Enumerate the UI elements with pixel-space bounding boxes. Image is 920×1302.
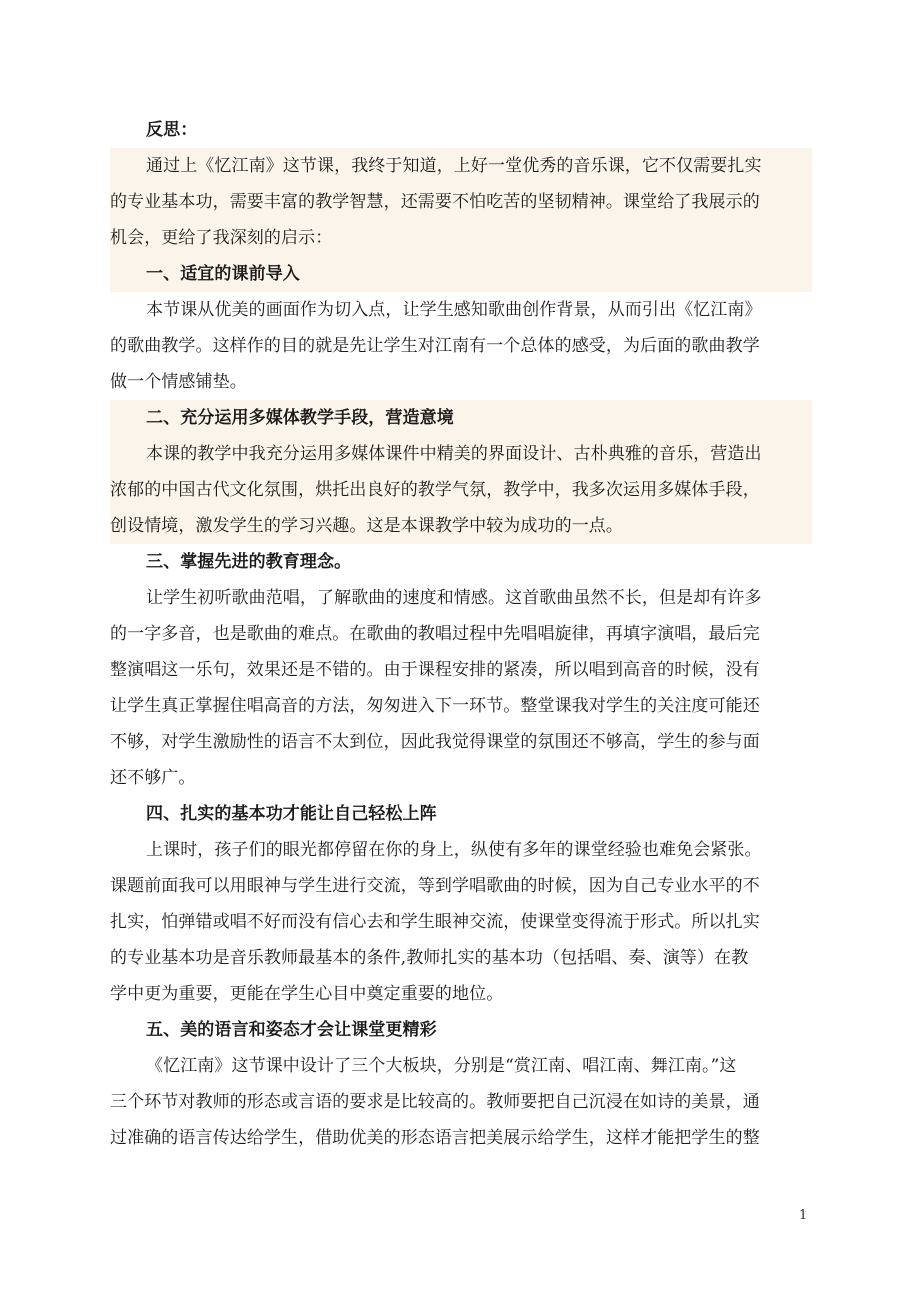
paragraph-line: 整演唱这一乐句，效果还是不错的。由于课程安排的紧凑，所以唱到高音的时候，没有 <box>110 660 760 680</box>
paragraph-line: 的专业基本功，需要丰富的教学智慧，还需要不怕吃苦的坚韧精神。课堂给了我展示的 <box>110 184 812 220</box>
paragraph-line: 扎实，怕弹错或唱不好而没有信心去和学生眼神交流，使课堂变得流于形式。所以扎实 <box>110 912 760 932</box>
paragraph-line: 让学生初听歌曲范唱，了解歌曲的速度和情感。这首歌曲虽然不长，但是却有许多 <box>146 588 762 608</box>
paragraph-line: 浓郁的中国古代文化氛围，烘托出良好的教学气氛，教学中，我多次运用多媒体手段， <box>110 472 812 508</box>
section-heading: 一、适宜的课前导入 <box>110 256 812 292</box>
paragraph-line: 创设情境，激发学生的学习兴趣。这是本课教学中较为成功的一点。 <box>110 508 812 544</box>
paragraph-line: 上课时，孩子们的眼光都停留在你的身上，纵使有多年的课堂经验也难免会紧张。 <box>146 840 762 860</box>
paragraph-line: 的歌曲教学。这样作的目的就是先让学生对江南有一个总体的感受，为后面的歌曲教学 <box>110 336 760 356</box>
page-number: 1 <box>799 1208 808 1223</box>
paragraph-line: 三个环节对教师的形态或言语的要求是比较高的。教师要把自己沉浸在如诗的美景，通 <box>110 1092 760 1112</box>
paragraph-line: 通过上《忆江南》这节课，我终于知道，上好一堂优秀的音乐课，它不仅需要扎实 <box>110 148 812 184</box>
paragraph-line: 还不够广。 <box>110 768 196 788</box>
document-body <box>110 112 812 1156</box>
section-heading: 五、美的语言和姿态才会让课堂更精彩 <box>146 1020 437 1040</box>
section-heading: 四、扎实的基本功才能让自己轻松上阵 <box>146 804 437 824</box>
paragraph-line: 《忆江南》这节课中设计了三个大板块，分别是“赏江南、唱江南、舞江南。”这 <box>146 1056 737 1076</box>
paragraph-line: 本节课从优美的画面作为切入点，让学生感知歌曲创作背景，从而引出《忆江南》 <box>146 300 762 320</box>
section-heading: 反思： <box>146 120 198 140</box>
paragraph-line: 让学生真正掌握住唱高音的方法，匆匆进入下一环节。整堂课我对学生的关注度可能还 <box>110 696 760 716</box>
paragraph-line: 做一个情感铺垫。 <box>110 372 247 392</box>
paragraph-line: 课题前面我可以用眼神与学生进行交流，等到学唱歌曲的时候，因为自己专业水平的不 <box>110 876 760 896</box>
paragraph-line: 不够，对学生激励性的语言不太到位，因此我觉得课堂的氛围还不够高，学生的参与面 <box>110 732 760 752</box>
paragraph-line: 的一字多音，也是歌曲的难点。在歌曲的教唱过程中先唱唱旋律，再填字演唱，最后完 <box>110 624 760 644</box>
paragraph-line: 机会，更给了我深刻的启示： <box>110 220 812 256</box>
paragraph-line: 的专业基本功是音乐教师最基本的条件,教师扎实的基本功（包括唱、奏、演等）在教 <box>110 948 749 968</box>
paragraph-line: 本课的教学中我充分运用多媒体课件中精美的界面设计、古朴典雅的音乐，营造出 <box>110 436 812 472</box>
section-heading: 三、掌握先进的教育理念。 <box>146 552 352 572</box>
paragraph-line: 学中更为重要，更能在学生心目中奠定重要的地位。 <box>110 984 504 1004</box>
paragraph-line: 过准确的语言传达给学生，借助优美的形态语言把美展示给学生，这样才能把学生的整 <box>110 1128 760 1148</box>
section-heading: 二、充分运用多媒体教学手段，营造意境 <box>110 400 812 436</box>
